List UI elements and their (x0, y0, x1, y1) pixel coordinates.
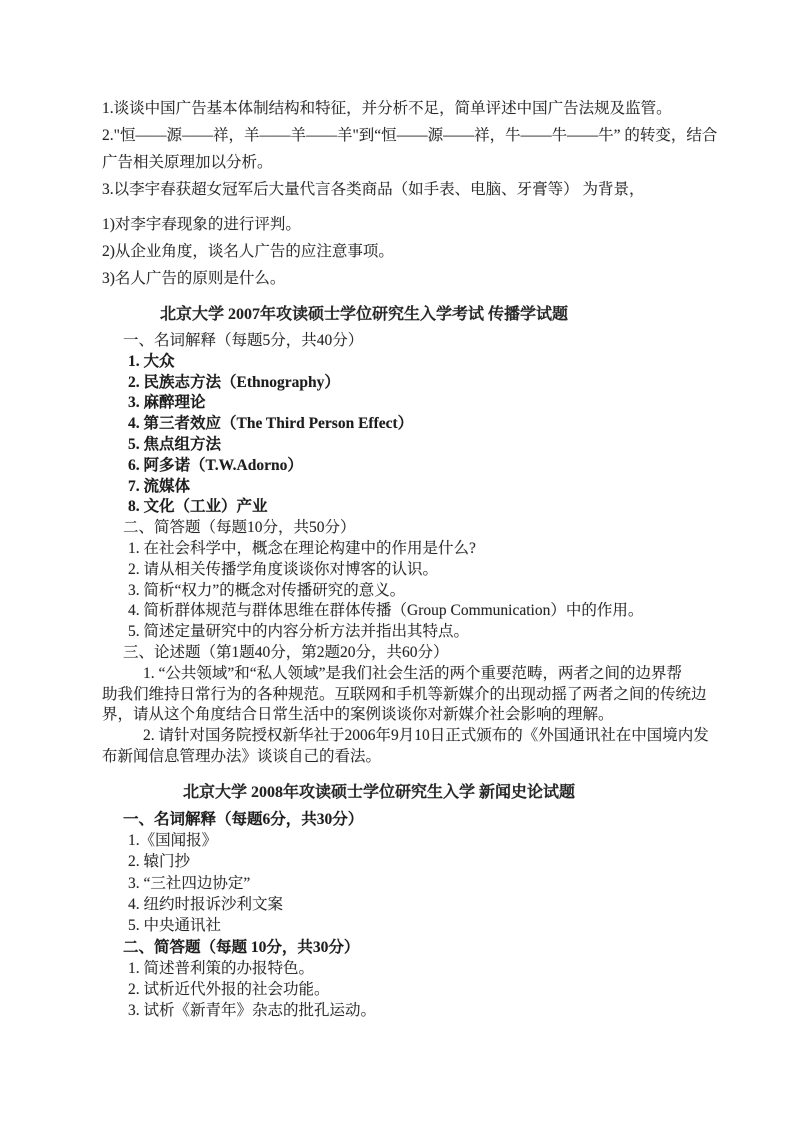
document-content (102, 95, 750, 1022)
exam-2007-term-item: 5. 焦点组方法 (128, 435, 222, 453)
exam-2008-term-item: 5. 中央通讯社 (128, 917, 222, 935)
exam-2007-essay-1-line: 助我们维持日常行为的各种规范。互联网和手机等新媒介的出现动摇了两者之间的传统边 (102, 685, 707, 703)
exam-2008-title: 北京大学 2008年攻读硕士学位研究生入学 新闻史论试题 (183, 783, 576, 801)
intro-questions-block (102, 95, 750, 292)
intro-question-1: 1.谈谈中国广告基本体制结构和特征，并分析不足，简单评述中国广告法规及监管。 (102, 100, 672, 117)
exam-2008-short-answer-item: 2. 试析近代外报的社会功能。 (128, 981, 330, 999)
exam-2008-term-item: 3. “三社四边协定” (128, 874, 251, 892)
exam-2007-term-item: 8. 文化（工业）产业 (128, 498, 268, 516)
exam-2007-term-item: 1. 大众 (128, 352, 175, 370)
intro-question-2-line-2: 广告相关原理加以分析。 (102, 154, 273, 171)
exam-2007-essay-header: 三、论述题（第1题40分，第2题20分，共60分） (123, 643, 449, 661)
intro-question-3-sub-1: 1)对李宇春现象的进行评判。 (102, 216, 301, 233)
exam-2007-essay-2-line: 2. 请针对国务院授权新华社于2006年9月10日正式颁布的《外国通讯社在中国境内发 (143, 727, 709, 745)
intro-question-2-line-1: 2."恒——源——祥，羊——羊——羊"到“恒——源——祥，牛——牛——牛” 的转变，结合 (102, 127, 718, 144)
exam-2007-term-item: 4. 第三者效应（The Third Person Effect） (128, 415, 414, 433)
exam-2007-title: 北京大学 2007年攻读硕士学位研究生入学考试 传播学试题 (160, 306, 569, 323)
exam-2007-term-item: 7. 流媒体 (128, 477, 191, 495)
exam-2008-term-item: 1.《国闻报》 (128, 832, 218, 850)
exam-2008-terms-header: 一、名词解释（每题6分，共30分） (123, 810, 364, 828)
exam-2008-short-answer-header: 二、简答题（每题 10分，共30分） (123, 938, 360, 956)
exam-2007-section (102, 304, 750, 768)
intro-question-3: 3.以李宇春获超女冠军后大量代言各类商品（如手表、电脑、牙膏等） 为背景， (102, 181, 645, 198)
exam-2007-short-answer-item: 2. 请从相关传播学角度谈谈你对博客的认识。 (128, 560, 439, 578)
exam-2008-section (102, 782, 750, 1022)
exam-2007-essay-2-line: 布新闻信息管理办法》谈谈自己的看法。 (102, 747, 382, 765)
exam-2007-terms-header: 一、名词解释（每题5分，共40分） (123, 332, 364, 349)
exam-2007-short-answer-header: 二、简答题（每题10分，共50分） (123, 519, 356, 537)
exam-2007-essay-1-line: 1. “公共领域”和“私人领域”是我们社会生活的两个重要范畴，两者之间的边界帮 (143, 664, 683, 682)
exam-2007-essay-1-line: 界，请从这个角度结合日常生活中的案例谈谈你对新媒介社会影响的理解。 (102, 706, 614, 724)
exam-2008-term-item: 4. 纽约时报诉沙利文案 (128, 895, 284, 913)
exam-2008-term-item: 2. 辕门抄 (128, 853, 191, 871)
exam-2007-term-item: 3. 麻醉理论 (128, 394, 206, 412)
exam-2008-short-answer-item: 1. 简述普利策的办报特色。 (128, 959, 315, 977)
exam-2007-short-answer-item: 1. 在社会科学中，概念在理论构建中的作用是什么? (128, 539, 476, 557)
exam-2007-short-answer-item: 3. 简析“权力”的概念对传播研究的意义。 (128, 581, 406, 599)
intro-question-3-sub-3: 3)名人广告的原则是什么。 (102, 270, 286, 287)
exam-2007-short-answer-item: 5. 简述定量研究中的内容分析方法并指出其特点。 (128, 623, 470, 641)
exam-2007-term-item: 6. 阿多诺（T.W.Adorno） (128, 456, 303, 474)
exam-2007-short-answer-item: 4. 简析群体规范与群体思维在群体传播（Group Communication）中的作用。 (128, 602, 644, 620)
exam-2007-term-item: 2. 民族志方法（Ethnography） (128, 373, 340, 391)
intro-question-3-sub-2: 2)从企业角度，谈名人广告的应注意事项。 (102, 243, 394, 260)
exam-2008-short-answer-item: 3. 试析《新青年》杂志的批孔运动。 (128, 1002, 377, 1020)
